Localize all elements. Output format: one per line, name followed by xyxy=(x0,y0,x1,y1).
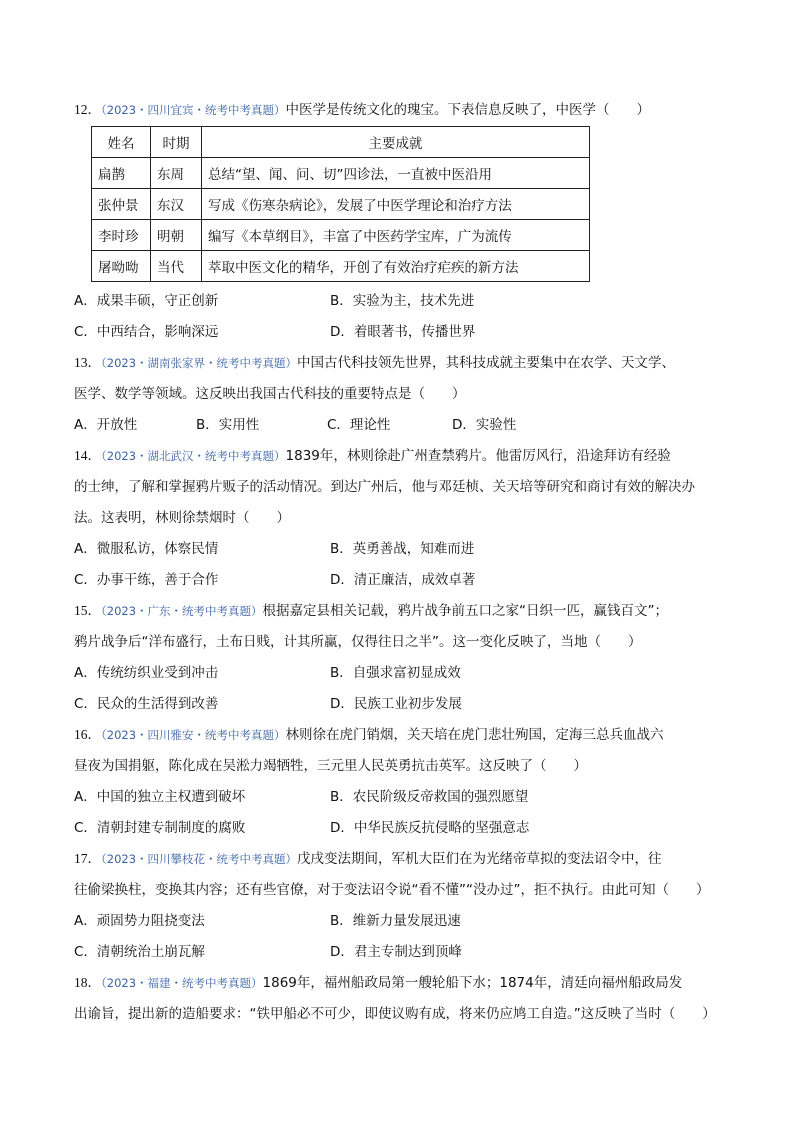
option-c[interactable]: C．中西结合，影响深远 xyxy=(74,324,219,340)
option-c[interactable]: C．民众的生活得到改善 xyxy=(74,696,219,712)
question-14-line: 的士绅，了解和掌握鸦片贩子的活动情况。到达广州后，他与邓廷桢、关天培等研究和商讨有效的解决办 xyxy=(74,479,695,495)
table-cell: 张仲景 xyxy=(92,189,151,220)
option-c[interactable]: C．清朝统治土崩瓦解 xyxy=(74,944,205,960)
question-text: 中国古代科技领先世界，其科技成就主要集中在农学、天文学、 xyxy=(297,355,676,371)
option-c[interactable]: C．理论性 xyxy=(327,417,391,433)
option-a[interactable]: A．开放性 xyxy=(74,417,138,433)
question-12-stem xyxy=(74,100,650,120)
question-14-line: 法。这表明，林则徐禁烟时（ ） xyxy=(74,510,290,526)
question-source: （2023・湖南张家界・统考中考真题） xyxy=(101,356,298,370)
table-row xyxy=(92,220,590,251)
table-cell: 萃取中医文化的精华，开创了有效治疗疟疾的新方法 xyxy=(202,251,590,282)
table-cell: 当代 xyxy=(151,251,202,282)
option-a[interactable]: A．传统纺织业受到冲击 xyxy=(74,665,219,681)
question-number: 14． xyxy=(74,448,101,463)
option-b[interactable]: B．实验为主，技术先进 xyxy=(330,293,475,309)
option-a[interactable]: A．顽固势力阻挠变法 xyxy=(74,913,205,929)
table-cell: 明朝 xyxy=(151,220,202,251)
question-source: （2023・四川宜宾・统考中考真题） xyxy=(101,103,286,117)
question-13-line: 医学、数学等领域。这反映出我国古代科技的重要特点是（ ） xyxy=(74,386,466,402)
achievement-table xyxy=(91,126,590,282)
question-text: 中医学是传统文化的瑰宝。下表信息反映了，中医学（ ） xyxy=(285,102,651,118)
question-number: 15． xyxy=(74,603,101,618)
question-number: 16． xyxy=(74,727,101,742)
question-number: 18． xyxy=(74,975,101,990)
option-d[interactable]: D．清正廉洁，成效卓著 xyxy=(330,572,476,588)
question-14-stem xyxy=(74,446,671,466)
question-18-line: 出谕旨，提出新的造船要求：“铁甲船必不可少，即使议购有成，将来仍应鸠工自造。”这反映了当时（ ） xyxy=(74,1006,716,1022)
question-18-stem xyxy=(74,973,682,993)
table-cell: 东周 xyxy=(151,158,202,189)
question-13-stem xyxy=(74,353,675,373)
table-header-row xyxy=(92,127,590,158)
question-source: （2023・四川雅安・统考中考真题） xyxy=(101,728,286,742)
option-b[interactable]: B．农民阶级反帝救国的强烈愿望 xyxy=(330,789,529,805)
option-d[interactable]: D．君主专制达到顶峰 xyxy=(330,944,462,960)
question-text: 戊戌变法期间，军机大臣们在为光绪帝草拟的变法诏令中，往 xyxy=(297,851,662,867)
table-cell: 屠呦呦 xyxy=(92,251,151,282)
option-a[interactable]: A．成果丰硕，守正创新 xyxy=(74,293,219,309)
option-c[interactable]: C．办事干练，善于合作 xyxy=(74,572,219,588)
option-a[interactable]: A．微服私访，体察民情 xyxy=(74,541,219,557)
table-row xyxy=(92,251,590,282)
table-cell: 编写《本草纲目》，丰富了中医药学宝库，广为流传 xyxy=(202,220,590,251)
question-number: 12． xyxy=(74,102,101,117)
question-source: （2023・湖北武汉・统考中考真题） xyxy=(101,449,286,463)
table-cell: 总结“望、闻、问、切”四诊法，一直被中医沿用 xyxy=(202,158,590,189)
option-d[interactable]: D．中华民族反抗侵略的坚强意志 xyxy=(330,820,530,836)
question-15-line: 鸦片战争后“洋布盛行，土布日贱，计其所赢，仅得往日之半”。这一变化反映了，当地（ ） xyxy=(74,634,642,650)
table-cell: 写成《伤寒杂病论》，发展了中医学理论和治疗方法 xyxy=(202,189,590,220)
table-row xyxy=(92,158,590,189)
question-17-line: 往偷梁换柱，变换其内容；还有些官僚，对于变法诏令说“看不懂”“没办过”，拒不执行。由此可知（ ） xyxy=(74,882,710,898)
question-source: （2023・广东・统考中考真题） xyxy=(101,604,263,618)
question-15-stem xyxy=(74,601,668,621)
table-header: 主要成就 xyxy=(202,127,590,158)
option-b[interactable]: B．实用性 xyxy=(196,417,260,433)
option-b[interactable]: B．维新力量发展迅速 xyxy=(330,913,461,929)
table-row xyxy=(92,189,590,220)
option-d[interactable]: D．实验性 xyxy=(452,417,517,433)
question-text: 根据嘉定县相关记载，鸦片战争前五口之家“日织一匹，赢钱百文”； xyxy=(262,603,669,619)
question-number: 13． xyxy=(74,355,101,370)
option-d[interactable]: D．着眼著书，传播世界 xyxy=(330,324,476,340)
table-header: 时期 xyxy=(151,127,202,158)
option-c[interactable]: C．清朝封建专制制度的腐败 xyxy=(74,820,246,836)
option-b[interactable]: B．英勇善战，知难而进 xyxy=(330,541,475,557)
table-cell: 扁鹊 xyxy=(92,158,151,189)
table-cell: 李时珍 xyxy=(92,220,151,251)
question-text: 林则徐在虎门销烟，关天培在虎门悲壮殉国，定海三总兵血战六 xyxy=(285,727,664,743)
table-cell: 东汉 xyxy=(151,189,202,220)
question-source: （2023・四川攀枝花・统考中考真题） xyxy=(101,852,298,866)
option-b[interactable]: B．自强求富初显成效 xyxy=(330,665,461,681)
question-17-stem xyxy=(74,849,662,869)
question-number: 17． xyxy=(74,851,101,866)
option-a[interactable]: A．中国的独立主权遭到破坏 xyxy=(74,789,246,805)
question-16-stem xyxy=(74,725,664,745)
question-source: （2023・福建・统考中考真题） xyxy=(101,976,263,990)
question-16-line: 昼夜为国捐躯，陈化成在吴淞力竭牺牲，三元里人民英勇抗击英军。这反映了（ ） xyxy=(74,758,587,774)
question-text: 1869年，福州船政局第一艘轮船下水；1874年，清廷向福州船政局发 xyxy=(262,975,683,991)
table-header: 姓名 xyxy=(92,127,151,158)
question-text: 1839年，林则徐赴广州查禁鸦片。他雷厉风行，沿途拜访有经验 xyxy=(285,448,671,464)
option-d[interactable]: D．民族工业初步发展 xyxy=(330,696,462,712)
